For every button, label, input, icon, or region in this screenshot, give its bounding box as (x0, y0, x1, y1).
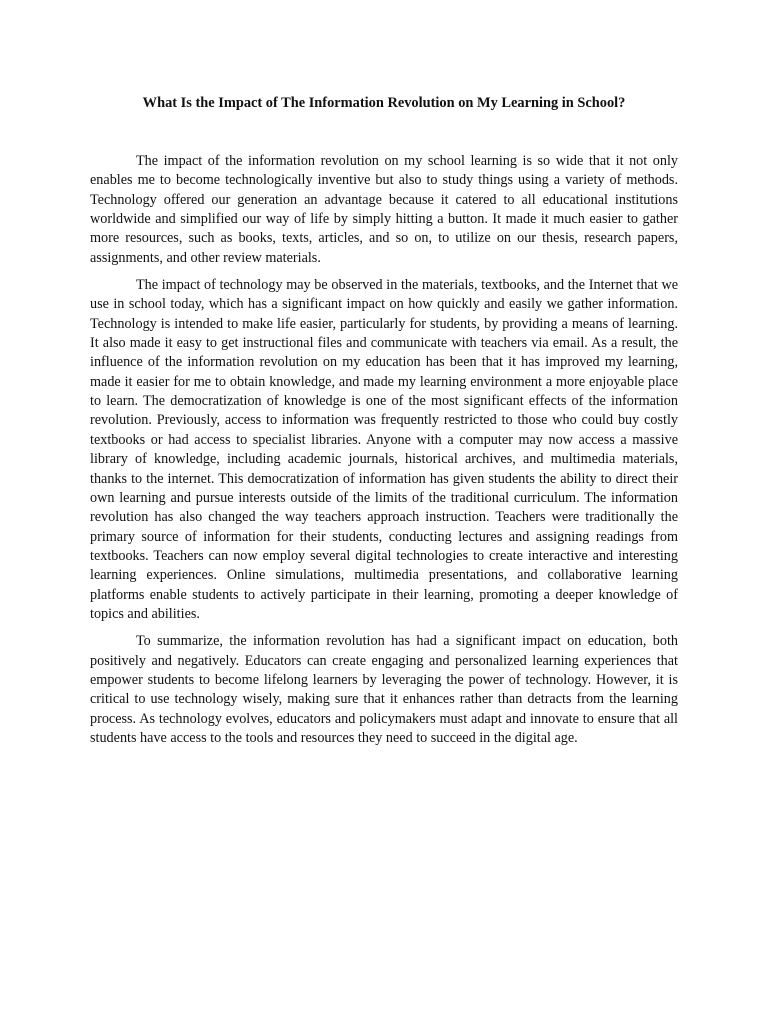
document-page (90, 94, 678, 756)
paragraph-1: The impact of the information revolution on my school learning is so wide that it not only enables me to become technologically inventive but also to study things using a variety of methods. Technology offered our generation an advantage because it catered to all educational institutions worldwide and simplified our way of life by simply hitting a button. It made it much easier to gather more resources, such as books, texts, articles, and so on, to utilize on our thesis, research papers, assignments, and other review materials. (90, 153, 678, 266)
document-title: What Is the Impact of The Information Revolution on My Learning in School? (142, 95, 626, 111)
paragraph-3: To summarize, the information revolution has had a significant impact on education, both positively and negatively. Educators can create engaging and personalized learning experiences that empower students to become lifelong learners by leveraging the power of technology. However, it is critical to use technology wisely, making sure that it enhances rather than detracts from the learning process. As technology evolves, educators and policymakers must adapt and innovate to ensure that all students have access to the tools and resources they need to succeed in the digital age. (90, 633, 678, 746)
document-body (90, 152, 678, 748)
paragraph-2: The impact of technology may be observed in the materials, textbooks, and the Internet that we use in school today, which has a significant impact on how quickly and easily we gather information. Technology is intended to make life easier, particularly for students, by providing a means of learning. It also made it easy to get instructional files and communicate with teachers via email. As a result, the influence of the information revolution on my education has been that it has improved my learning, made it easier for me to obtain knowledge, and made my learning environment a more enjoyable place to learn. The democratization of knowledge is one of the most significant effects of the information revolution. Previously, access to information was frequently restricted to those who could buy costly textbooks or had access to specialist libraries. Anyone with a computer may now access a massive library of knowledge, including academic journals, historical archives, and multimedia materials, thanks to the internet. This democratization of information has given students the ability to direct their own learning and pursue interests outside of the limits of the traditional curriculum. The information revolution has also changed the way teachers approach instruction. Teachers were traditionally the primary source of information for their students, conducting lectures and assigning readings from textbooks. Teachers can now employ several digital technologies to create interactive and interesting learning experiences. Online simulations, multimedia presentations, and collaborative learning platforms enable students to actively participate in their learning, promoting a deeper knowledge of topics and abilities. (90, 277, 678, 622)
